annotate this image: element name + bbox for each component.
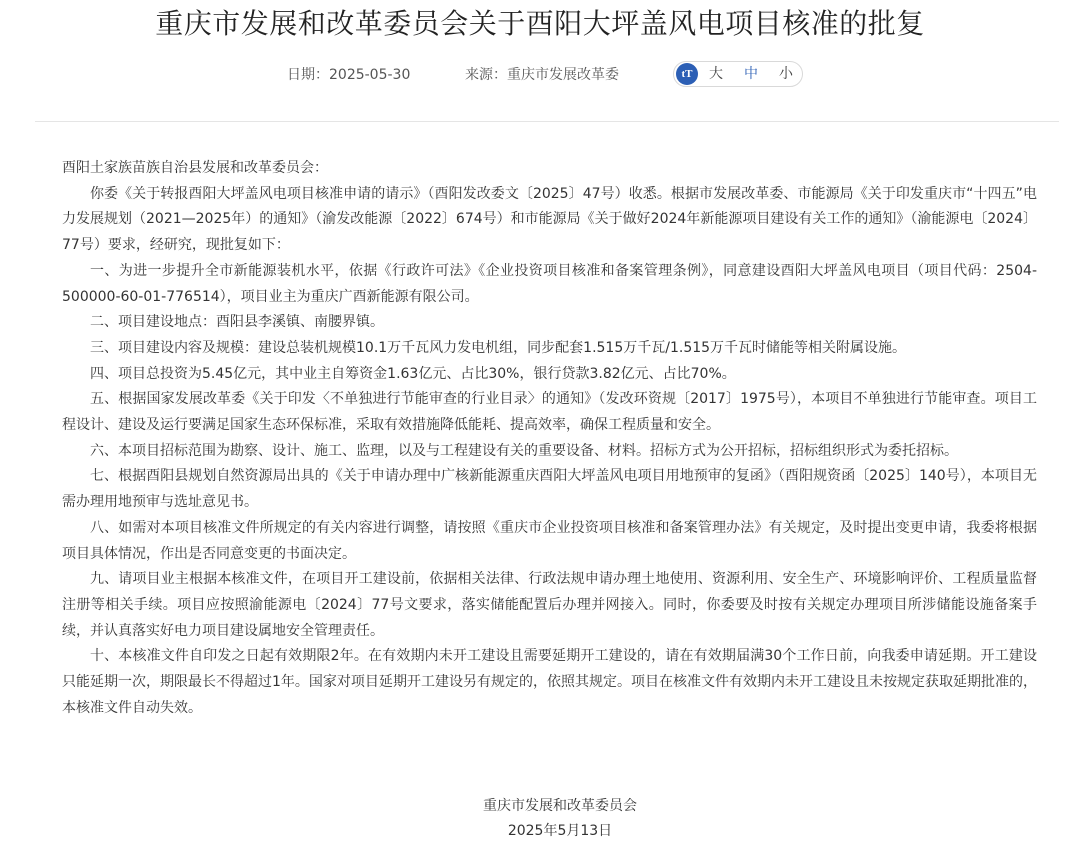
font-size-medium-button[interactable]: 中	[744, 66, 758, 82]
signature-date: 2025年5月13日	[507, 823, 613, 839]
salutation: 酉阳土家族苗族自治县发展和改革委员会：	[62, 160, 328, 176]
body-paragraph: 八、如需对本项目核准文件所规定的有关内容进行调整，请按照《重庆市企业投资项目核准和备案管理办法》有关规定，及时提出变更申请，我委将根据项目具体情况，作出是否同意变更的书面决定。	[62, 519, 1037, 562]
body-paragraph: 二、项目建设地点：酉阳县李溪镇、南腰界镇。	[90, 314, 384, 331]
header-divider	[35, 121, 1059, 122]
body-paragraph: 你委《关于转报酉阳大坪盖风电项目核准申请的请示》（酉阳发改委文〔2025〕47号）收悉。根据市发展改革委、市能源局《关于印发重庆市“十四五”电力发展规划（2021—2025年）的通知》（渝发改能源〔2022〕674号）和市能源局《关于做好2024年新能源项目建设有关工作的通知》（渝能源电〔2024〕77号）要求，经研究，现批复如下：	[62, 185, 1037, 254]
text-size-icon: tT	[676, 63, 698, 85]
body-paragraph: 五、根据国家发展改革委《关于印发〈不单独进行节能审查的行业目录〉的通知》（发改环资规〔2017〕1975号），本项目不单独进行节能审查。项目工程设计、建设及运行要满足国家生态环保标准，采取有效措施降低能耗、提高效率，确保工程质量和安全。	[62, 391, 1037, 434]
body-paragraph: 七、根据酉阳县规划自然资源局出具的《关于申请办理中广核新能源重庆酉阳大坪盖风电项目用地预审的复函》（酉阳规资函〔2025〕140号），本项目无需办理用地预审与选址意见书。	[62, 468, 1037, 511]
body-paragraph: 三、项目建设内容及规模：建设总装机规模10.1万千瓦风力发电机组，同步配套1.515万千瓦/1.515万千瓦时储能等相关附属设施。	[90, 339, 907, 356]
article-meta	[0, 62, 1080, 88]
signature-organization: 重庆市发展和改革委员会	[483, 798, 637, 814]
body-paragraph: 四、项目总投资为5.45亿元，其中业主自筹资金1.63亿元、占比30%，银行贷款3.82亿元、占比70%。	[90, 365, 736, 382]
article-body	[62, 156, 1037, 721]
font-size-switch	[673, 61, 803, 87]
publish-date: 日期：2025-05-30	[287, 67, 411, 83]
page-title: 重庆市发展和改革委员会关于酉阳大坪盖风电项目核准的批复	[155, 7, 925, 40]
body-paragraph: 六、本项目招标范围为勘察、设计、施工、监理，以及与工程建设有关的重要设备、材料。招标方式为公开招标，招标组织形式为委托招标。	[90, 442, 958, 459]
body-paragraph: 一、为进一步提升全市新能源装机水平，依据《行政许可法》《企业投资项目核准和备案管理条例》，同意建设酉阳大坪盖风电项目（项目代码：2504-500000-60-01-776514），项目业主为重庆广酉新能源有限公司。	[62, 262, 1037, 305]
body-paragraph: 九、请项目业主根据本核准文件，在项目开工建设前，依据相关法律、行政法规申请办理土地使用、资源利用、安全生产、环境影响评价、工程质量监督注册等相关手续。项目应按照渝能源电〔2024〕77号文要求，落实储能配置后办理并网接入。同时，你委要及时按有关规定办理项目所涉储能设施备案手续，并认真落实好电力项目建设属地安全管理责任。	[62, 571, 1037, 639]
font-size-large-button[interactable]: 大	[709, 66, 723, 82]
article-source: 来源：重庆市发展改革委	[465, 67, 619, 83]
body-paragraph: 十、本核准文件自印发之日起有效期限2年。在有效期内未开工建设且需要延期开工建设的，请在有效期届满30个工作日前，向我委申请延期。开工建设只能延期一次，期限最长不得超过1年。国家对项目延期开工建设另有规定的，依照其规定。项目在核准文件有效期内未开工建设且未按规定获取延期批准的，本核准文件自动失效。	[62, 648, 1037, 716]
font-size-small-button[interactable]: 小	[779, 66, 793, 82]
